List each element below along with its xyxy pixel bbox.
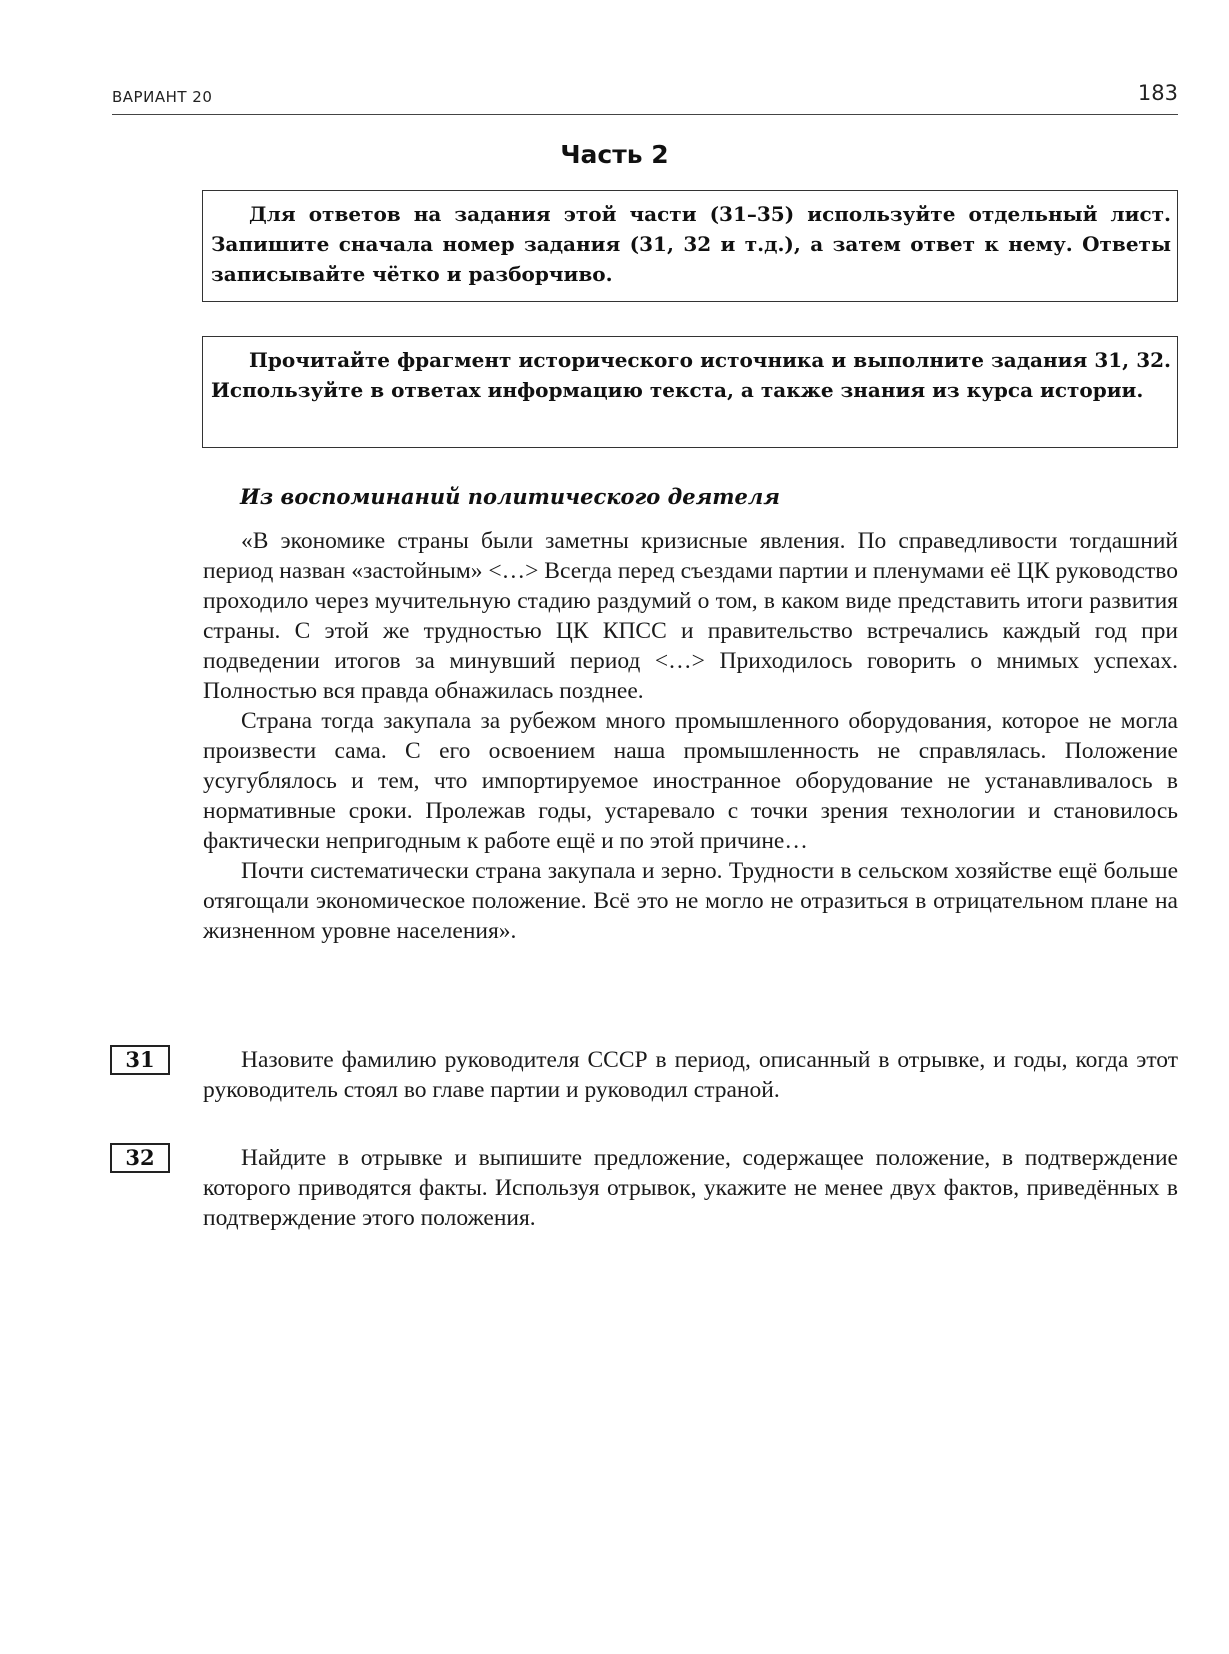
task-number-box: 31	[110, 1045, 170, 1075]
source-title: Из воспоминаний политического деятеля	[240, 484, 780, 509]
running-head	[112, 81, 1178, 115]
task-number-box: 32	[110, 1143, 170, 1173]
source-instructions-box: Прочитайте фрагмент исторического источника и выполните задания 31, 32. Используйте в ответах информацию текста, а также знания из курса истории.	[202, 336, 1178, 448]
source-paragraph: Страна тогда закупала за рубежом много промышленного оборудования, которое не могла произвести сама. С его освоением наша промышленность не справлялась. Положение усугублялось и тем, что импортируемое иностранное оборудование не устанавливалось в нормативные сроки. Пролежав годы, устаревало с точки зрения технологии и становилось фактически непригодным к работе ещё и по этой причине…	[203, 708, 1178, 854]
task-text: Найдите в отрывке и выпишите предложение, содержащее положение, в подтверждение которого приводятся факты. Используя отрывок, укажите не менее двух фактов, приведённых в подтверждение этого положения.	[203, 1145, 1178, 1231]
source-paragraph: Почти систематически страна закупала и зерно. Трудности в сельском хозяйстве ещё больше отягощали экономическое положение. Всё это не могло не отразиться в отрицательном плане на жизненном уровне населения».	[203, 858, 1178, 944]
answer-instructions-box: Для ответов на задания этой части (31–35) используйте отдельный лист. Запишите сначала номер задания (31, 32 и т.д.), а затем ответ к нему. Ответы записывайте чётко и разборчиво.	[202, 190, 1178, 302]
variant-label: ВАРИАНТ 20	[112, 88, 213, 106]
source-text	[203, 526, 1178, 946]
part-title: Часть 2	[560, 140, 669, 169]
source-paragraph: «В экономике страны были заметны кризисные явления. По справедливости тогдашний период назван «застойным» <…> Всегда перед съездами партии и пленумами её ЦК руководство проходило через мучительную стадию раздумий о том, в каком виде представить итоги развития страны. С этой же трудностью ЦК КПСС и правительство встречались каждый год при подведении итогов за минувший период <…> Приходилось говорить о мнимых успехах. Полностью вся правда обнажилась позднее.	[203, 528, 1178, 704]
task-text: Назовите фамилию руководителя СССР в период, описанный в отрывке, и годы, когда этот руководитель стоял во главе партии и руководил страной.	[203, 1047, 1178, 1103]
page-number: 183	[1137, 81, 1178, 105]
